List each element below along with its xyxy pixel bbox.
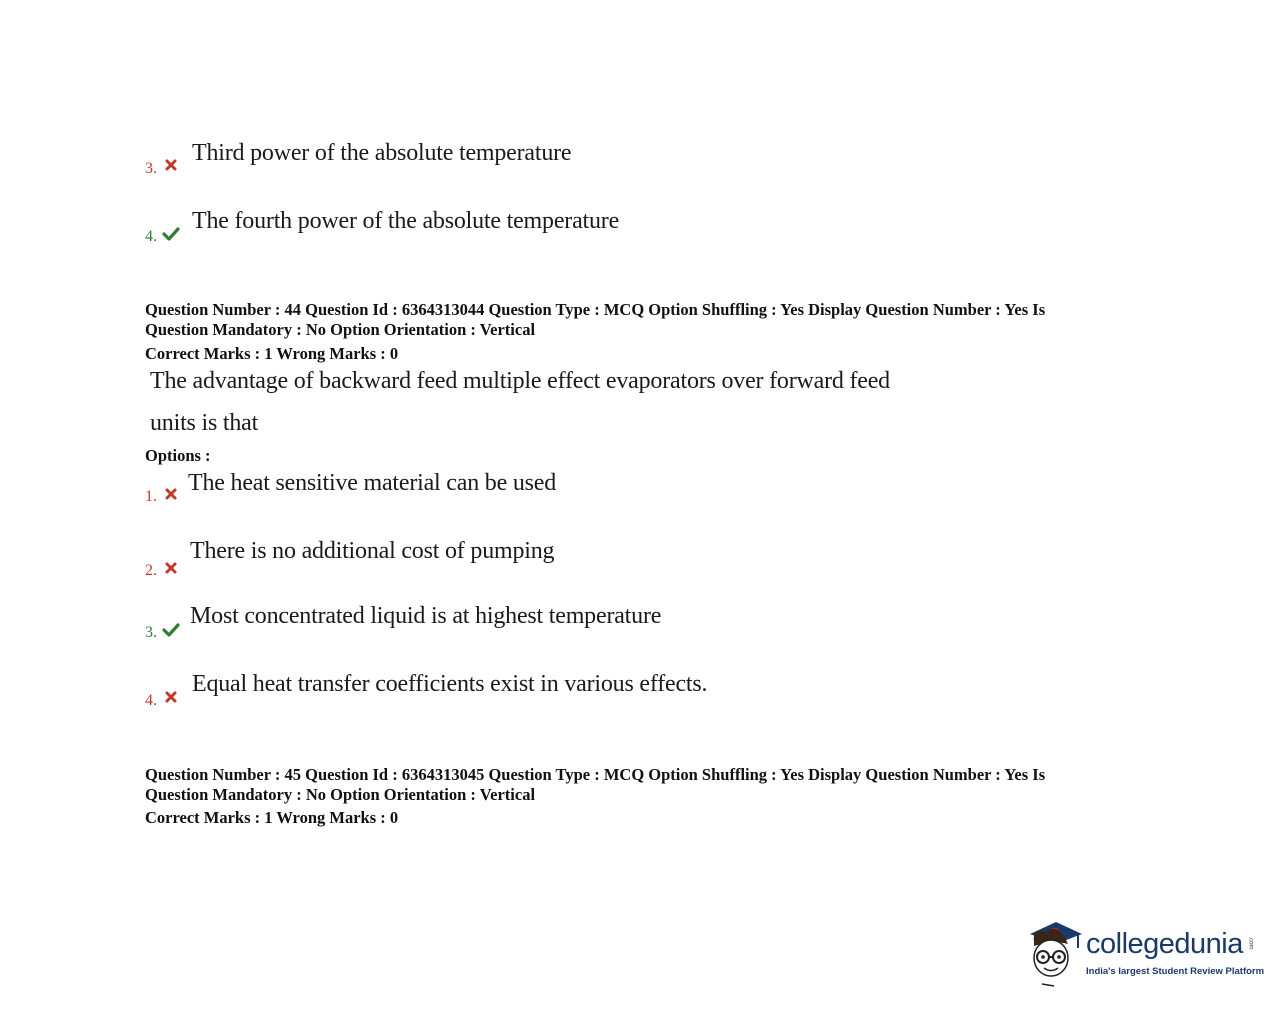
option-text: Equal heat transfer coefficients exist in various effects. (192, 671, 708, 697)
question-text: units is that (150, 410, 259, 436)
correct-check-icon (162, 623, 180, 637)
option-number: 3. (145, 624, 157, 641)
wrong-cross-icon (164, 561, 178, 575)
option-text: Most concentrated liquid is at highest temperature (190, 603, 662, 629)
option-number: 4. (145, 692, 157, 709)
option-text: There is no additional cost of pumping (190, 538, 555, 564)
wrong-cross-icon (164, 690, 178, 704)
question-meta-line: Question Mandatory : No Option Orientation : Vertical (145, 320, 536, 339)
logo-tagline: India's largest Student Review Platform (1086, 966, 1265, 977)
correct-check-icon (162, 227, 180, 241)
mascot-icon (1024, 918, 1086, 990)
question-meta-line: Question Number : 45 Question Id : 6364313045 Question Type : MCQ Option Shuffling : Yes Display Question Number : Yes Is (145, 765, 1046, 784)
option-number: 1. (145, 488, 157, 505)
wrong-cross-icon (164, 158, 178, 172)
logo-wordmark: collegedunia (1086, 928, 1243, 960)
question-marks: Correct Marks : 1 Wrong Marks : 0 (145, 808, 399, 827)
logo-com: .com (1247, 936, 1254, 950)
option-text: The fourth power of the absolute temperature (192, 208, 620, 234)
option-text: The heat sensitive material can be used (188, 470, 557, 496)
question-meta-line: Question Mandatory : No Option Orientation : Vertical (145, 785, 536, 804)
collegedunia-logo (1024, 918, 1265, 990)
option-text: Third power of the absolute temperature (192, 140, 572, 166)
wrong-cross-icon (164, 487, 178, 501)
question-text: The advantage of backward feed multiple effect evaporators over forward feed (150, 368, 890, 394)
option-number: 4. (145, 228, 157, 245)
option-number: 2. (145, 562, 157, 579)
question-meta-line: Question Number : 44 Question Id : 6364313044 Question Type : MCQ Option Shuffling : Yes Display Question Number : Yes Is (145, 300, 1046, 319)
question-marks: Correct Marks : 1 Wrong Marks : 0 (145, 344, 399, 363)
option-number: 3. (145, 160, 157, 177)
options-label: Options : (145, 446, 211, 465)
